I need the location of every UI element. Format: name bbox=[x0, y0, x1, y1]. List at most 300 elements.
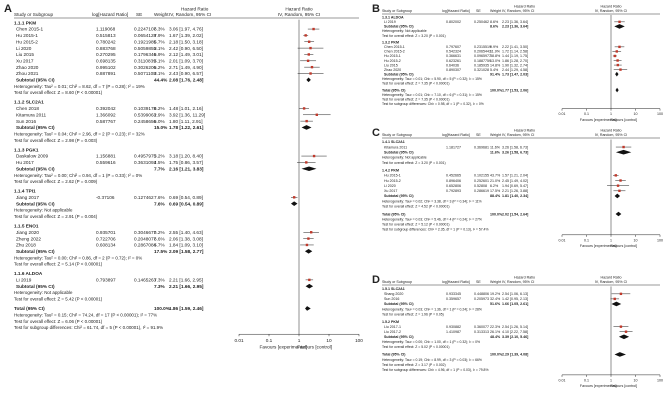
effect-box bbox=[306, 244, 308, 246]
stat-note: Test for overall effect: Z = 3.20 (P = 0.001) bbox=[382, 33, 446, 38]
study-ci: 2.06 [1.38, 3.08] bbox=[169, 236, 203, 242]
study-ci: 2.21 [1.66, 2.95] bbox=[169, 277, 203, 283]
study-name: Chen 2015-1 bbox=[16, 26, 44, 32]
study-ci: 2.71 [1.49, 4.90] bbox=[169, 64, 203, 70]
subgroup-heading: 1.4.1 SLC2A1 bbox=[382, 140, 405, 145]
header-log-hr: log[Hazard Ratio] bbox=[92, 12, 129, 17]
study-ci: 1.84 [1.09, 3.10] bbox=[169, 242, 203, 248]
study-name: Hu 2015-2 bbox=[384, 178, 401, 183]
subtotal-weight: 8.6% bbox=[490, 24, 499, 29]
pooled-diamond bbox=[291, 201, 298, 206]
panel-letter: A bbox=[4, 3, 12, 15]
study-name: Hu 2015-2 bbox=[16, 39, 38, 45]
effect-box bbox=[616, 50, 618, 52]
axis-tick-label: 10 bbox=[633, 238, 638, 243]
study-ci: 1.90 [1.32, 2.74] bbox=[502, 63, 528, 68]
pooled-diamond bbox=[615, 352, 626, 357]
axis-tick-label: 10 bbox=[633, 112, 638, 117]
study-log-hr: 1.156881 bbox=[96, 153, 116, 159]
stat-note: Test for overall effect: Z = 8.60 (P < 0.00001) bbox=[14, 90, 103, 96]
subgroup-heading: 1.1.1 PKM bbox=[14, 20, 37, 26]
pooled-diamond bbox=[302, 125, 312, 130]
study-weight: 26.1% bbox=[490, 329, 501, 334]
axis-tick-label: 1 bbox=[610, 378, 612, 383]
subtotal-label: Subtotal (95% CI) bbox=[384, 194, 414, 199]
study-se: 0.2065443 bbox=[474, 49, 491, 54]
study-se: 0.252601 bbox=[474, 178, 489, 183]
header-hazard-ratio-right: Hazard Ratio bbox=[600, 128, 622, 133]
stat-note: Heterogeneity: Tau² = 0.01; Chi² = 7.10, df = 6 (P = 0.31); I² = 15% bbox=[382, 92, 482, 97]
stat-note: Test for overall effect: Z = 3.20 (P = 0.001) bbox=[382, 160, 446, 165]
favours-control-label: Favours [control] bbox=[610, 244, 638, 249]
study-se: 0.5059855 bbox=[134, 45, 157, 51]
study-name: Hu 2017 bbox=[16, 160, 34, 166]
study-weight: 5.2% bbox=[154, 64, 165, 70]
study-se: 0.2247107 bbox=[134, 26, 157, 32]
stat-note: Heterogeneity: Tau² = 0.15; Chi² = 74.24, df = 17 (P < 0.00001); I² = 77% bbox=[14, 312, 158, 318]
subtotal-ci: 2.09 [1.58, 2.77] bbox=[169, 248, 204, 254]
study-ci: 1.67 [1.39, 2.02] bbox=[169, 33, 203, 39]
study-name: Zheng 2022 bbox=[16, 236, 42, 242]
study-se: 0.2867084 bbox=[134, 242, 157, 248]
study-ci: 2.12 [1.49, 3.01] bbox=[169, 52, 203, 58]
pooled-diamond bbox=[301, 166, 316, 171]
study-se: 0.321028 bbox=[474, 67, 489, 72]
effect-box bbox=[310, 231, 312, 233]
stat-note: Heterogeneity: Not applicable bbox=[382, 29, 427, 34]
total-label: Total (95% CI) bbox=[382, 352, 406, 357]
subgroup-heading: 1.5.1 SLC2A1 bbox=[382, 287, 405, 292]
effect-box bbox=[614, 55, 616, 57]
subtotal-ci: 1.81 [1.40, 2.34] bbox=[502, 194, 529, 199]
study-se: 0.102155 bbox=[474, 173, 489, 178]
study-ci: 2.45 [1.49, 4.02] bbox=[502, 178, 528, 183]
study-weight: 3.1% bbox=[154, 45, 165, 51]
subtotal-weight: 7.6% bbox=[154, 201, 165, 207]
header-se: SE bbox=[476, 9, 481, 13]
favours-experimental-label: Favours [experimental] bbox=[259, 344, 308, 350]
study-log-hr: 0.366631 bbox=[446, 54, 461, 59]
axis-tick-label: 100 bbox=[657, 112, 663, 117]
stat-note: Heterogeneity: Tau² = 0.00; Chi² = 0.86, df = 2 (P = 0.72); I² = 0% bbox=[14, 255, 143, 261]
header-study: Study or Subgroup bbox=[382, 133, 412, 137]
favours-experimental-label: Favours [experimental] bbox=[579, 117, 617, 122]
study-se: 0.127462 bbox=[134, 194, 154, 200]
study-ci: 1.80 [1.11, 2.91] bbox=[169, 118, 203, 124]
subtotal-weight: 100.0% bbox=[490, 352, 503, 357]
header-ci-plot: IV, Random, 95% CI bbox=[594, 9, 628, 13]
panel-c bbox=[372, 127, 663, 248]
study-log-hr: 0.392042 bbox=[96, 106, 116, 112]
study-weight: 4.5% bbox=[154, 160, 165, 166]
effect-box bbox=[305, 161, 307, 163]
stat-note: Test for overall effect: Z = 2.91 (P = 0.004) bbox=[14, 214, 98, 220]
stat-note: Heterogeneity: Tau² = 0.02; Chi² = 3.38, df = 3 (P = 0.34); I² = 11% bbox=[382, 199, 482, 204]
study-name: Hu 2015-2 bbox=[384, 58, 401, 63]
subtotal-ci: 0.69 [0.54, 0.89] bbox=[169, 201, 204, 207]
study-se: 0.286619 bbox=[474, 189, 489, 194]
pooled-diamond bbox=[306, 78, 310, 83]
study-ci: 1.44 [1.19, 1.75] bbox=[502, 54, 528, 59]
stat-note: Heterogeneity: Tau² = 0.00; Chi² = 0.94, df = 1 (P = 0.33); I² = 0% bbox=[14, 172, 143, 178]
header-ci: IV, Random, 95% CI bbox=[502, 280, 535, 284]
total-label: Total (95% CI) bbox=[382, 212, 406, 217]
study-ci: 3.92 [1.36, 11.29] bbox=[169, 112, 206, 118]
study-log-hr: 0.792893 bbox=[446, 189, 461, 194]
study-weight: 6.9% bbox=[154, 52, 165, 58]
effect-box bbox=[308, 53, 310, 55]
study-name: Liu 2017-2 bbox=[384, 329, 401, 334]
study-name: Xu 2017 bbox=[384, 189, 398, 194]
study-se: 0.313313 bbox=[474, 329, 489, 334]
axis-tick-label: 100 bbox=[355, 337, 363, 343]
study-log-hr: 0.608134 bbox=[96, 242, 116, 248]
effect-box bbox=[313, 155, 315, 157]
study-weight: 6.0% bbox=[154, 118, 165, 124]
stat-note: Test for overall effect: Z = 5.14 (P < 0.00001) bbox=[14, 261, 103, 267]
study-ci: 2.44 [1.29, 4.58] bbox=[502, 67, 528, 72]
header-hazard-ratio-left: Hazard Ratio bbox=[181, 6, 209, 12]
study-log-hr: 0.64036 bbox=[446, 63, 459, 68]
axis-tick-label: 10 bbox=[633, 378, 638, 383]
header-study: Study or Subgroup bbox=[382, 280, 412, 284]
axis-tick-label: 0.1 bbox=[584, 238, 589, 243]
study-name: Zhou 2021 bbox=[16, 71, 39, 77]
study-se: 0.5399063 bbox=[134, 112, 157, 118]
study-se: 0.5071108 bbox=[134, 71, 156, 77]
stat-note: Test for subgroup differences: Chi² = 4.96, df = 1 (P = 0.03), I² = 79.8% bbox=[382, 367, 489, 372]
axis-tick-label: 0.1 bbox=[584, 112, 589, 117]
study-log-hr: 0.797607 bbox=[446, 45, 461, 50]
stat-note: Heterogeneity: Tau² = 0.03; Chi² = 1.36, df = 1 (P = 0.24); I² = 28% bbox=[382, 307, 482, 312]
panel-a bbox=[4, 3, 363, 350]
study-name: Sun 2016 bbox=[16, 118, 37, 124]
stat-note: Test for overall effect: Z = 6.06 (P < 0.00001) bbox=[14, 318, 103, 324]
panel-letter: C bbox=[372, 127, 380, 139]
study-weight: 19.2% bbox=[490, 292, 501, 297]
study-name: Jiang 2020 bbox=[16, 229, 39, 235]
study-weight: 32.4% bbox=[490, 297, 501, 302]
study-ci: 2.01 [1.09, 3.70] bbox=[169, 58, 203, 64]
axis-tick-label: 0.01 bbox=[558, 112, 566, 117]
pooled-diamond bbox=[616, 150, 631, 155]
subtotal-weight: 7.7% bbox=[154, 166, 165, 172]
study-weight: 22.3% bbox=[490, 324, 501, 329]
study-weight: 7.6% bbox=[154, 194, 165, 200]
study-name: Daskalow 2009 bbox=[16, 153, 49, 159]
header-log-hr: log[Hazard Ratio] bbox=[442, 9, 470, 13]
header-hazard-ratio-right: Hazard Ratio bbox=[600, 4, 622, 9]
subtotal-ci: 1.66 [1.05, 2.61] bbox=[502, 302, 529, 307]
effect-box bbox=[308, 279, 310, 281]
study-log-hr: 0.652806 bbox=[446, 183, 461, 188]
header-weight: Weight bbox=[490, 133, 502, 137]
study-log-hr: 1.119068 bbox=[96, 26, 116, 32]
stat-note: Test for overall effect: Z = 5.42 (P < 0.00001) bbox=[14, 296, 103, 302]
study-ci: 1.42 [0.95, 2.13] bbox=[502, 297, 528, 302]
subtotal-ci: 2.21 [1.66, 2.95] bbox=[169, 283, 204, 289]
study-log-hr: 0.935701 bbox=[96, 229, 116, 235]
subtotal-weight: 100.0% bbox=[154, 306, 170, 312]
stat-note: Heterogeneity: Tau² = 0.04; Chi² = 2.96, df = 2 (P = 0.23); I² = 32% bbox=[14, 131, 145, 137]
study-ci: 3.06 [1.97, 4.76] bbox=[169, 26, 203, 32]
study-ci: 1.86 [1.28, 2.70] bbox=[502, 58, 528, 63]
pooled-diamond bbox=[305, 249, 312, 254]
header-log-hr: log[Hazard Ratio] bbox=[442, 133, 470, 137]
subtotal-weight: 100.0% bbox=[490, 212, 503, 217]
favours-experimental-label: Favours [experimental] bbox=[579, 384, 617, 389]
study-se: 0.2315519 bbox=[474, 45, 491, 50]
pooled-diamond bbox=[615, 194, 620, 199]
study-ci: 1.94 [0.69, 5.47] bbox=[502, 183, 528, 188]
favours-experimental-label: Favours [experimental] bbox=[579, 244, 617, 249]
subtotal-ci: 2.02 [1.54, 2.64] bbox=[502, 212, 529, 217]
effect-box bbox=[618, 21, 620, 23]
study-log-hr: 0.452665 bbox=[446, 173, 461, 178]
stat-note: Test for overall effect: Z = 2.62 (P = 0.009) bbox=[14, 179, 98, 185]
study-weight: 6.2% bbox=[154, 106, 165, 112]
study-log-hr: 0.542324 bbox=[446, 49, 461, 54]
pooled-diamond bbox=[612, 302, 622, 307]
subtotal-weight: 51.6% bbox=[490, 302, 501, 307]
effect-box bbox=[312, 28, 314, 30]
effect-box bbox=[616, 59, 618, 61]
study-se: 0.52808 bbox=[474, 183, 487, 188]
effect-box bbox=[619, 68, 621, 70]
study-log-hr: 0.995102 bbox=[96, 64, 116, 70]
stat-note: Heterogeneity: Tau² = 0.03; Chi² = 5.46, df = 4 (P = 0.24); I² = 27% bbox=[382, 217, 482, 222]
study-name: Liu 2017-1 bbox=[384, 324, 401, 329]
header-ci-plot: IV, Random, 95% CI bbox=[277, 12, 321, 17]
stat-note: Test for overall effect: Z = 5.12 (P < 0.00001) bbox=[382, 222, 450, 227]
subtotal-ci: 1.86 [1.59, 2.46] bbox=[169, 306, 204, 312]
study-log-hr: 0.623261 bbox=[446, 58, 461, 63]
study-name: Li 2020 bbox=[384, 183, 396, 188]
favours-control-label: Favours [control] bbox=[610, 384, 638, 389]
study-name: Zhao 2020 bbox=[384, 67, 402, 72]
subgroup-heading: 1.3.2 PKM bbox=[382, 40, 399, 45]
study-se: 0.1039178 bbox=[134, 106, 157, 112]
study-weight: 6.6% bbox=[154, 236, 165, 242]
study-log-hr: 0.698135 bbox=[96, 58, 116, 64]
study-log-hr: 0.896406 bbox=[446, 178, 461, 183]
effect-box bbox=[305, 120, 307, 122]
study-ci: 2.21 [1.26, 3.88] bbox=[502, 189, 528, 194]
subgroup-heading: 1.5.2 PKM bbox=[382, 319, 399, 324]
subtotal-weight: 17.5% bbox=[154, 248, 168, 254]
study-weight: 5.1% bbox=[154, 58, 165, 64]
subtotal-ci: 2.16 [1.21, 3.83] bbox=[169, 166, 204, 172]
subgroup-heading: 1.1.3 PGK1 bbox=[14, 147, 39, 153]
study-se: 0.1921985 bbox=[134, 39, 157, 45]
effect-box bbox=[617, 184, 619, 186]
study-name: Sun 2016 bbox=[384, 297, 400, 302]
study-weight: 43.7% bbox=[490, 173, 501, 178]
study-log-hr: 0.515813 bbox=[96, 33, 116, 39]
effect-box bbox=[311, 66, 313, 68]
effect-box bbox=[293, 196, 295, 198]
study-se: 0.3631093 bbox=[134, 160, 157, 166]
header-weight: Weight bbox=[154, 12, 169, 17]
study-log-hr: 0.802002 bbox=[446, 20, 461, 25]
subtotal-label: Subtotal (95% CI) bbox=[384, 150, 414, 155]
pooled-diamond bbox=[306, 284, 313, 289]
study-se: 0.1465263 bbox=[134, 277, 157, 283]
study-se: 0.448806 bbox=[474, 292, 489, 297]
subtotal-weight: 91.4% bbox=[490, 72, 501, 77]
subtotal-ci: 3.39 [2.10, 5.46] bbox=[502, 335, 529, 340]
subgroup-heading: 1.4.2 PKM bbox=[382, 168, 399, 173]
study-name: Chen 2018 bbox=[16, 106, 39, 112]
study-ci: 4.10 [2.22, 7.58] bbox=[502, 329, 528, 334]
subtotal-label: Subtotal (95% CI) bbox=[384, 302, 414, 307]
axis-tick-label: 0.01 bbox=[558, 378, 566, 383]
study-log-hr: 0.780242 bbox=[96, 39, 116, 45]
subtotal-label: Subtotal (95% CI) bbox=[16, 77, 55, 83]
effect-box bbox=[309, 72, 311, 74]
study-name: Zhu 2018 bbox=[16, 242, 36, 248]
stat-note: Test for overall effect: Z = 7.35 (P < 0.00001) bbox=[382, 81, 450, 86]
stat-note: Test for overall effect: Z = 4.52 (P < 0.00001) bbox=[382, 204, 450, 209]
study-weight: 21.0% bbox=[490, 178, 501, 183]
subtotal-label: Subtotal (95% CI) bbox=[16, 283, 55, 289]
study-weight: 9.9% bbox=[490, 45, 499, 50]
study-ci: 2.23 [1.36, 3.64] bbox=[502, 20, 528, 25]
subtotal-ci: 3.26 [1.58, 6.73] bbox=[502, 150, 529, 155]
study-weight: 6.2% bbox=[490, 183, 499, 188]
study-weight: 5.4% bbox=[490, 67, 499, 72]
subtotal-weight: 88.4% bbox=[490, 194, 501, 199]
stat-note: Heterogeneity: Not applicable bbox=[14, 290, 73, 296]
study-se: 0.360077 bbox=[474, 324, 489, 329]
study-weight: 6.7% bbox=[154, 39, 165, 45]
subtotal-label: Subtotal (95% CI) bbox=[16, 125, 55, 131]
study-weight: 38.8% bbox=[490, 54, 501, 59]
header-se: SE bbox=[476, 280, 481, 284]
header-ci: IV, Random, 95% CI bbox=[169, 12, 212, 17]
study-ci: 2.54 [1.26, 5.14] bbox=[502, 324, 528, 329]
study-log-hr: 0.887891 bbox=[96, 71, 116, 77]
subtotal-ci: 2.29 [1.39, 4.08] bbox=[502, 352, 529, 357]
stat-note: Heterogeneity: Tau² = 0.00; Chi² = 1.00, df = 1 (P = 0.32); I² = 0% bbox=[382, 340, 481, 345]
stat-note: Heterogeneity: Tau² = 0.19; Chi² = 8.99, df = 3 (P = 0.03); I² = 66% bbox=[382, 357, 482, 362]
subtotal-label: Subtotal (95% CI) bbox=[384, 24, 414, 29]
study-name: Zhao 2020 bbox=[16, 64, 39, 70]
study-log-hr: 0.793897 bbox=[96, 277, 116, 283]
stat-note: Heterogeneity: Tau² = 0.01; Chi² = 5.90, df = 5 (P = 0.32); I² = 15% bbox=[382, 76, 482, 81]
favours-control-label: Favours [control] bbox=[610, 117, 638, 122]
subgroup-heading: 1.1.6 ALDOA bbox=[14, 271, 43, 277]
study-se: 0.369681 bbox=[474, 145, 489, 150]
study-se: 0.0654128 bbox=[134, 33, 157, 39]
study-ci: 1.57 [1.21, 2.04] bbox=[502, 173, 528, 178]
study-ci: 0.69 [0.54, 0.89] bbox=[169, 194, 203, 200]
study-name: Kitamura 2011 bbox=[16, 112, 47, 118]
effect-box bbox=[308, 41, 310, 43]
axis-tick-label: 100 bbox=[657, 378, 663, 383]
study-weight: 13.0% bbox=[490, 58, 501, 63]
header-hazard-ratio-right: Hazard Ratio bbox=[285, 6, 313, 12]
study-weight: 8.6% bbox=[490, 20, 499, 25]
axis-tick-label: 0.1 bbox=[584, 378, 589, 383]
pooled-diamond bbox=[616, 212, 622, 217]
header-hazard-ratio-right: Hazard Ratio bbox=[600, 275, 622, 280]
subtotal-ci: 1.73 [1.47, 2.03] bbox=[502, 72, 529, 77]
study-name: Chen 2015-1 bbox=[384, 45, 405, 50]
pooled-diamond bbox=[619, 334, 629, 339]
study-se: 0.3110839 bbox=[134, 58, 156, 64]
effect-box bbox=[618, 190, 620, 192]
study-se: 0.4957975 bbox=[134, 153, 157, 159]
study-name: Li 2019 bbox=[16, 277, 32, 283]
study-se: 0.3026206 bbox=[134, 64, 157, 70]
pooled-diamond bbox=[615, 72, 618, 77]
study-log-hr: 0.270295 bbox=[96, 52, 116, 58]
study-name: Li 2020 bbox=[16, 45, 32, 51]
study-weight: 3.2% bbox=[154, 153, 165, 159]
subgroup-heading: 1.1.4 TPI1 bbox=[14, 188, 36, 194]
study-se: 0.0965977 bbox=[474, 54, 491, 59]
subtotal-weight: 44.4% bbox=[154, 77, 168, 83]
stat-note: Heterogeneity: Not applicable bbox=[382, 155, 427, 160]
stat-note: Test for subgroup differences: Chi² = 61.74, df = 5 (P < 0.00001), I² = 91.9% bbox=[14, 325, 164, 331]
study-name: Jiang 2017 bbox=[16, 194, 39, 200]
study-log-hr: 0.930882 bbox=[446, 324, 461, 329]
study-se: 0.1887759 bbox=[474, 58, 491, 63]
stat-note: Test for overall effect: Z = 2.98 (P = 0.003) bbox=[14, 137, 98, 143]
total-label: Total (95% CI) bbox=[382, 88, 406, 93]
study-weight: 5.2% bbox=[154, 229, 165, 235]
panel-letter: D bbox=[372, 274, 380, 286]
subtotal-weight: 7.3% bbox=[154, 283, 165, 289]
study-weight: 5.7% bbox=[154, 242, 165, 248]
study-log-hr: 0.933345 bbox=[446, 292, 461, 297]
study-ci: 2.54 [1.06, 6.13] bbox=[502, 292, 528, 297]
effect-box bbox=[316, 114, 318, 116]
axis-tick-label: 0.01 bbox=[558, 238, 566, 243]
study-weight: 6.3% bbox=[154, 26, 165, 32]
subtotal-label: Subtotal (95% CI) bbox=[384, 72, 414, 77]
effect-box bbox=[303, 107, 305, 109]
effect-box bbox=[620, 325, 622, 327]
study-ci: 1.48 [1.01, 2.16] bbox=[169, 106, 203, 112]
study-weight: 2.9% bbox=[154, 112, 165, 118]
stat-note: Heterogeneity: Tau² = 0.01; Chi² = 8.62, df = 7 (P = 0.28); I² = 19% bbox=[14, 83, 145, 89]
effect-box bbox=[307, 237, 309, 239]
study-se: 0.250462 bbox=[474, 20, 489, 25]
effect-box bbox=[625, 331, 627, 333]
effect-box bbox=[309, 47, 311, 49]
study-se: 0.185935 bbox=[474, 63, 489, 68]
study-ci: 1.75 [0.86, 3.57] bbox=[169, 160, 203, 166]
study-weight: 7.9% bbox=[154, 33, 165, 39]
study-ci: 3.18 [1.20, 8.40] bbox=[169, 153, 203, 159]
header-ci-plot: IV, Random, 95% CI bbox=[594, 280, 628, 284]
header-se: SE bbox=[136, 12, 143, 17]
header-ci: IV, Random, 95% CI bbox=[502, 9, 535, 13]
study-log-hr: 1.410987 bbox=[446, 329, 461, 334]
axis-tick-label: 10 bbox=[326, 337, 332, 343]
study-name: Shang 2020 bbox=[384, 292, 404, 297]
subtotal-label: Subtotal (95% CI) bbox=[16, 201, 55, 207]
header-hazard-ratio-left: Hazard Ratio bbox=[514, 4, 535, 9]
study-ci: 1.72 [1.14, 2.58] bbox=[502, 49, 528, 54]
subtotal-label: Subtotal (95% CI) bbox=[384, 335, 414, 340]
study-name: Chen 2015-2 bbox=[384, 49, 405, 54]
subtotal-ci: 2.23 [1.36, 3.64] bbox=[502, 24, 529, 29]
subtotal-ci: 1.77 [1.53, 2.06] bbox=[502, 88, 529, 93]
effect-box bbox=[307, 60, 309, 62]
